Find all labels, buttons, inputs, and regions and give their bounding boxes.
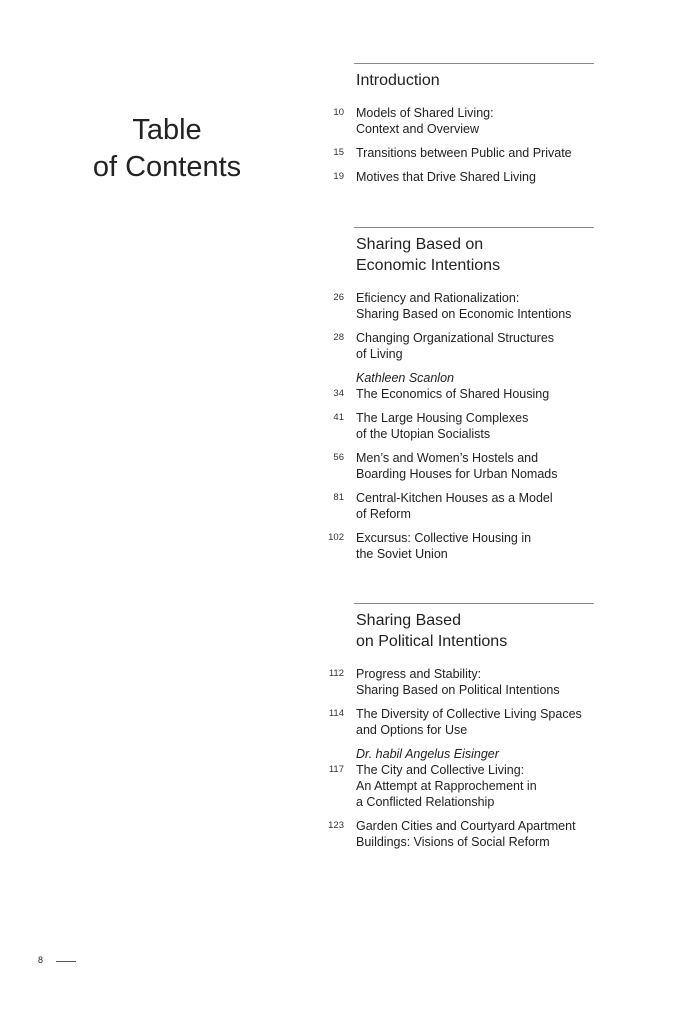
page-number: 8: [38, 955, 44, 965]
toc-entry[interactable]: [322, 490, 594, 522]
toc-entry-title-line: Eficiency and Rationalization:: [356, 291, 520, 305]
toc-entry-title-line: Garden Cities and Courtyard Apartment: [356, 819, 576, 833]
section-heading: [356, 234, 594, 276]
section-heading-line: Economic Intentions: [356, 257, 501, 274]
toc-entry-title-line: Motives that Drive Shared Living: [356, 170, 536, 184]
toc-entry-title-line: The Economics of Shared Housing: [356, 387, 550, 401]
toc-entry[interactable]: [322, 169, 594, 185]
section-heading-line: Sharing Based: [356, 612, 461, 629]
toc-entry-page: 15: [333, 147, 344, 158]
toc-entry-title-line: and Options for Use: [356, 723, 468, 737]
toc-entry-title-line: Changing Organizational Structures: [356, 331, 555, 345]
toc-entry-title-line: of Living: [356, 347, 403, 361]
toc-entry-title-line: Boarding Houses for Urban Nomads: [356, 467, 558, 481]
toc-entry-title-line: Models of Shared Living:: [356, 106, 494, 120]
toc-entry-page: 19: [333, 171, 344, 182]
toc-entry-page: 34: [333, 388, 344, 399]
toc-entry-title-line: Excursus: Collective Housing in: [356, 531, 532, 545]
toc-entry-page: 26: [333, 292, 344, 303]
toc-entry[interactable]: [322, 290, 594, 322]
section-rule: [354, 603, 594, 604]
section-rule: [354, 63, 594, 64]
toc-entry-page: 41: [333, 412, 344, 423]
toc-entry[interactable]: [322, 530, 594, 562]
section-rule: [354, 227, 594, 228]
folio-rule: [56, 961, 76, 962]
title-line-2: of Contents: [92, 151, 242, 183]
toc-section: [322, 227, 594, 570]
toc-entry-title-line: Transitions between Public and Private: [356, 146, 572, 160]
toc-entry-title-line: An Attempt at Rapprochement in: [356, 779, 537, 793]
toc-entry-title-line: Context and Overview: [356, 122, 479, 136]
toc-entry[interactable]: [322, 410, 594, 442]
toc-entry-title-line: of Reform: [356, 507, 411, 521]
toc-entry-page: 81: [333, 492, 344, 503]
toc-entry-title-line: of the Utopian Socialists: [356, 427, 491, 441]
title-line-1: Table: [132, 114, 202, 146]
toc-entry-title-line: The Large Housing Complexes: [356, 411, 529, 425]
toc-entry-page: 10: [333, 107, 344, 118]
toc-entry-author: Kathleen Scanlon: [356, 371, 454, 385]
toc-entry-page: 117: [328, 764, 344, 775]
toc-entry-title-line: Sharing Based on Economic Intentions: [356, 307, 572, 321]
toc-entry-page: 56: [333, 452, 344, 463]
toc-entry-title-line: a Conflicted Relationship: [356, 795, 495, 809]
toc-entry[interactable]: [322, 746, 594, 810]
toc-entry-page: 123: [328, 820, 344, 831]
section-heading-line: on Political Intentions: [356, 633, 508, 650]
toc-entry[interactable]: [322, 450, 594, 482]
page-title: [60, 112, 274, 186]
toc-entry[interactable]: [322, 105, 594, 137]
toc-entry[interactable]: [322, 818, 594, 850]
section-heading-line: Introduction: [356, 72, 440, 89]
toc-entry-list: [322, 105, 594, 185]
toc-entry-page: 114: [328, 708, 344, 719]
section-heading: [356, 610, 594, 652]
toc-entry-author: Dr. habil Angelus Eisinger: [356, 747, 499, 761]
toc-entry-title-line: Sharing Based on Political Intentions: [356, 683, 560, 697]
toc-entry-title-line: the Soviet Union: [356, 547, 448, 561]
toc-entry-title-line: Buildings: Visions of Social Reform: [356, 835, 550, 849]
toc-entry-page: 112: [328, 668, 344, 679]
toc-entry-page: 102: [328, 532, 344, 543]
toc-entry[interactable]: [322, 145, 594, 161]
toc-entry[interactable]: [322, 706, 594, 738]
toc-entry-page: 28: [333, 332, 344, 343]
toc-entry[interactable]: [322, 370, 594, 402]
toc-entry-title-line: The Diversity of Collective Living Spaces: [356, 707, 582, 721]
toc-entry-title-line: The City and Collective Living:: [356, 763, 525, 777]
toc-entry-title-line: Men’s and Women’s Hostels and: [356, 451, 539, 465]
toc-entry-list: [322, 666, 594, 850]
toc-entry[interactable]: [322, 666, 594, 698]
toc-entry[interactable]: [322, 330, 594, 362]
toc-entry-list: [322, 290, 594, 562]
toc-entry-title-line: Progress and Stability:: [356, 667, 482, 681]
toc-section: [322, 63, 594, 193]
toc-section: [322, 603, 594, 858]
toc-entry-title-line: Central-Kitchen Houses as a Model: [356, 491, 553, 505]
section-heading-line: Sharing Based on: [356, 236, 484, 253]
section-heading: [356, 70, 594, 91]
